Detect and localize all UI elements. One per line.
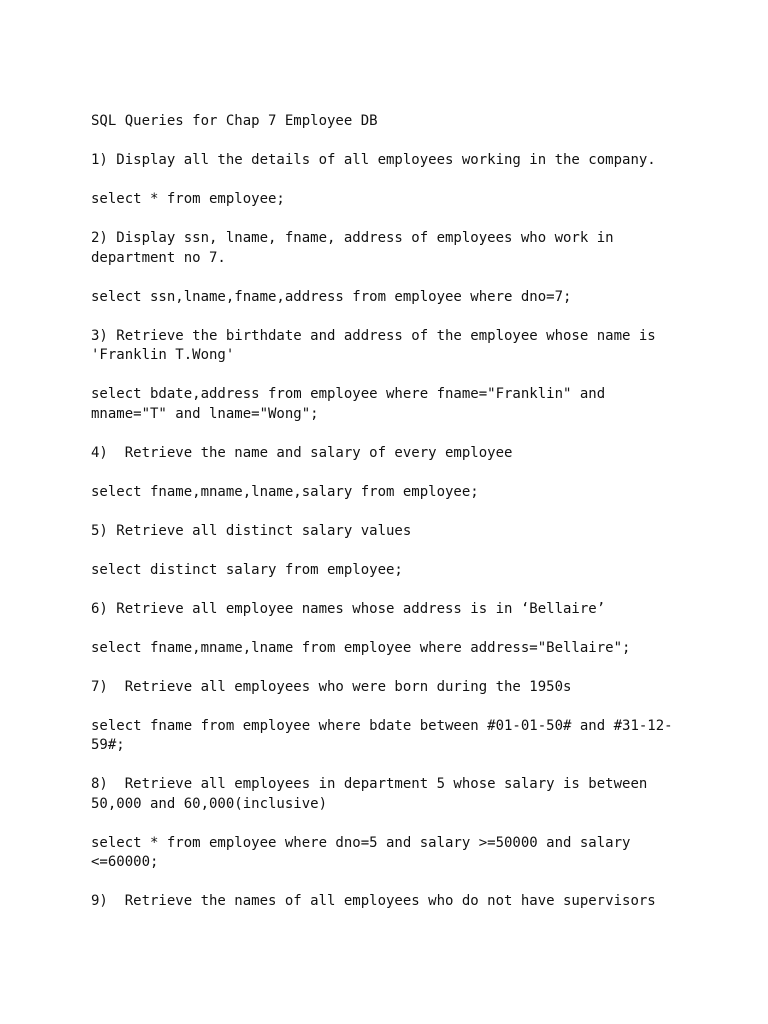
question-text: 1) Display all the details of all employees working in the company.	[91, 152, 656, 168]
question-text: 9) Retrieve the names of all employees who do not have supervisors	[91, 893, 656, 909]
sql-query: select ssn,lname,fname,address from employee where dno=7;	[91, 288, 572, 305]
document-title: SQL Queries for Chap 7 Employee DB	[91, 113, 378, 129]
query-item-9	[91, 892, 691, 912]
query-item-3	[91, 327, 691, 444]
question-text: 'Franklin T.Wong'	[91, 347, 235, 363]
question-text: department no 7.	[91, 249, 226, 266]
sql-query: select fname,mname,lname from employee where address="Bellaire";	[91, 639, 631, 656]
sql-query: select * from employee;	[91, 191, 285, 207]
query-item-4	[91, 444, 691, 522]
query-item-8	[91, 775, 691, 892]
question-text: 6) Retrieve all employee names whose address is in ‘Bellaire’	[91, 600, 606, 617]
query-item-1	[91, 151, 691, 229]
sql-query: select fname from employee where bdate between #01-01-50# and #31-12-	[91, 717, 673, 734]
question-text: 4) Retrieve the name and salary of every employee	[91, 444, 513, 461]
sql-query: select bdate,address from employee where fname="Franklin" and	[91, 386, 606, 402]
query-item-7	[91, 678, 691, 776]
document-body	[91, 112, 691, 912]
sql-query: <=60000;	[91, 854, 159, 870]
question-text: 3) Retrieve the birthdate and address of the employee whose name is	[91, 327, 656, 344]
question-text: 7) Retrieve all employees who were born during the 1950s	[91, 678, 572, 695]
question-text: 50,000 and 60,000(inclusive)	[91, 795, 328, 812]
sql-query: select distinct salary from employee;	[91, 561, 403, 578]
sql-query: select fname,mname,lname,salary from employee;	[91, 483, 479, 500]
sql-query: select * from employee where dno=5 and salary >=50000 and salary	[91, 834, 631, 851]
question-text: 8) Retrieve all employees in department 5 whose salary is between	[91, 776, 648, 792]
query-item-5	[91, 522, 691, 600]
query-item-2	[91, 229, 691, 327]
sql-query: 59#;	[91, 737, 125, 753]
sql-query: mname="T" and lname="Wong";	[91, 405, 319, 422]
question-text: 2) Display ssn, lname, fname, address of employees who work in	[91, 230, 614, 246]
question-text: 5) Retrieve all distinct salary values	[91, 522, 412, 539]
query-item-6	[91, 600, 691, 678]
